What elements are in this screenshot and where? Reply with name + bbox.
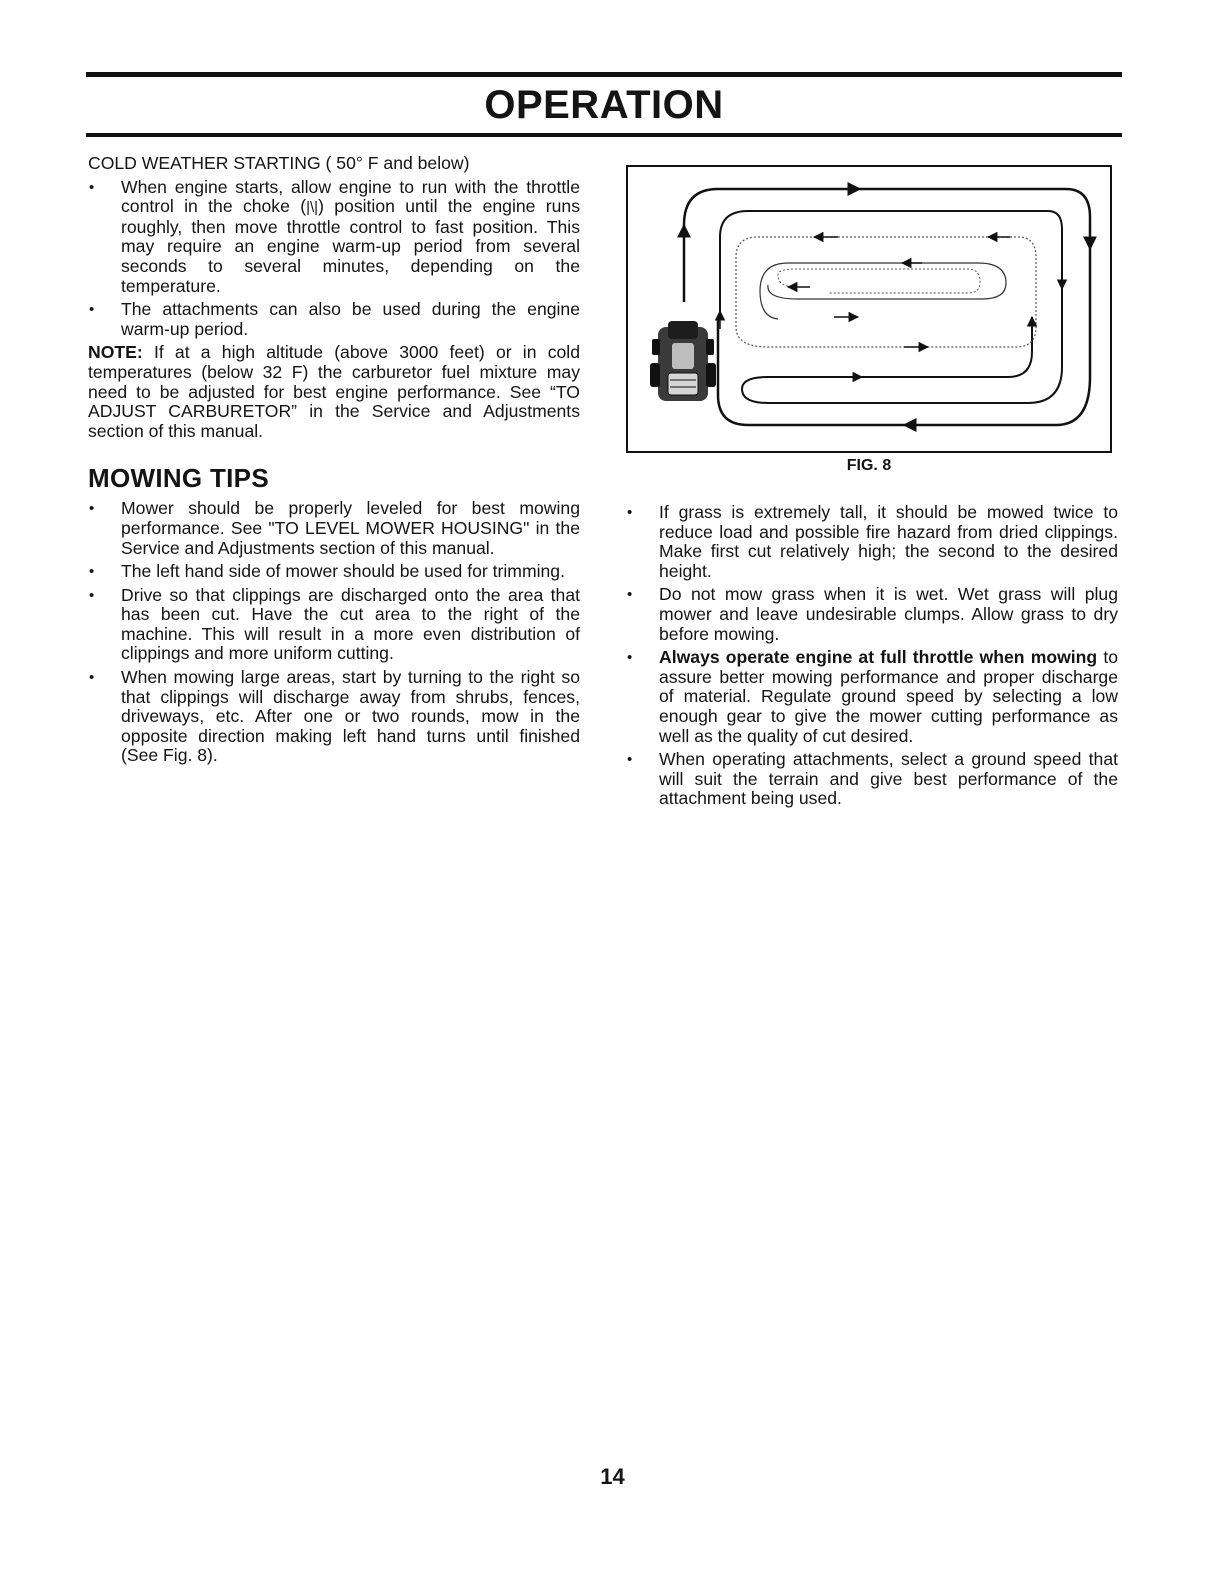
riding-mower-icon xyxy=(650,321,716,401)
cold-weather-heading: COLD WEATHER STARTING ( 50° F and below) xyxy=(88,153,470,173)
page-number: 14 xyxy=(600,1464,625,1489)
choke-symbol: |\| xyxy=(306,199,319,217)
left-column xyxy=(88,154,580,770)
list-item: • The attachments can also be used during the engine warm-up period. xyxy=(88,300,580,339)
note-label: NOTE: xyxy=(88,342,143,363)
note-text: If at a high altitude (above 3000 feet) or in cold temperatures (below 32 F) the carburetor fuel mixture may need to be adjusted for best engine performance. See “TO ADJUST CARBURETOR” in the Service and Adjustments section of this manual. xyxy=(88,342,580,441)
bullet-text: ) position until the engine runs roughly, then move throttle control to fast position. This may require an engine warm-up period from several seconds to several minutes, depending on the temperature. xyxy=(121,196,580,296)
path-loop-2 xyxy=(720,211,1062,403)
mowing-tips-list-left xyxy=(88,499,580,766)
list-item: • If grass is extremely tall, it should be mowed twice to reduce load and possible fire hazard from dried clippings. Make first cut relatively high; the second to the desired height. xyxy=(626,503,1118,581)
list-item xyxy=(626,648,1118,746)
list-item: • Drive so that clippings are discharged onto the area that has been cut. Have the cut area to the right of the machine. This will result in a more even distribution of clippings and more uniform cutting. xyxy=(88,586,580,664)
bullet-text: to assure better mowing performance and proper discharge of material. Regulate ground speed by selecting a low enough gear to give the mower cutting performance as well as the quality of cut desired. xyxy=(659,647,1119,746)
figure-caption: FIG. 8 xyxy=(846,457,892,474)
bullet-text: When engine starts, allow engine to run with the throttle control in the choke ( xyxy=(121,176,580,217)
path-loop-3 xyxy=(736,237,1036,347)
note-paragraph xyxy=(88,343,580,441)
list-item: • Do not mow grass when it is wet. Wet grass will plug mower and leave undesirable clumps. Allow grass to dry before mowing. xyxy=(626,585,1118,644)
list-item xyxy=(88,178,580,297)
path-loop-4 xyxy=(760,263,1006,319)
mowing-tips-list-right xyxy=(626,503,1118,809)
list-item: • When mowing large areas, start by turning to the right so that clippings will discharge away from shrubs, fences, driveways, etc. After one or two rounds, mow in the opposite direction making left hand turns until finished (See Fig. 8). xyxy=(88,668,580,766)
path-outer-loop xyxy=(684,189,1090,425)
list-item: • The left hand side of mower should be used for trimming. xyxy=(88,562,580,582)
right-column xyxy=(626,503,1118,813)
section-title-mowing-tips: MOWING TIPS xyxy=(88,463,269,494)
figure-mowing-pattern xyxy=(626,165,1112,453)
header-rule-top xyxy=(86,72,1122,77)
page-title: OPERATION xyxy=(484,83,724,127)
list-item: • When operating attachments, select a ground speed that will suit the terrain and give best performance of the attachment being used. xyxy=(626,750,1118,809)
cold-weather-list xyxy=(88,178,580,340)
list-item: • Mower should be properly leveled for best mowing performance. See "TO LEVEL MOWER HOUSING" in the Service and Adjustments section of this manual. xyxy=(88,499,580,558)
path-inner-loop xyxy=(778,269,980,293)
bold-emphasis: Always operate engine at full throttle when mowing xyxy=(659,647,1098,668)
header-rule-bottom xyxy=(86,133,1122,137)
mowing-pattern-diagram xyxy=(628,167,1110,451)
